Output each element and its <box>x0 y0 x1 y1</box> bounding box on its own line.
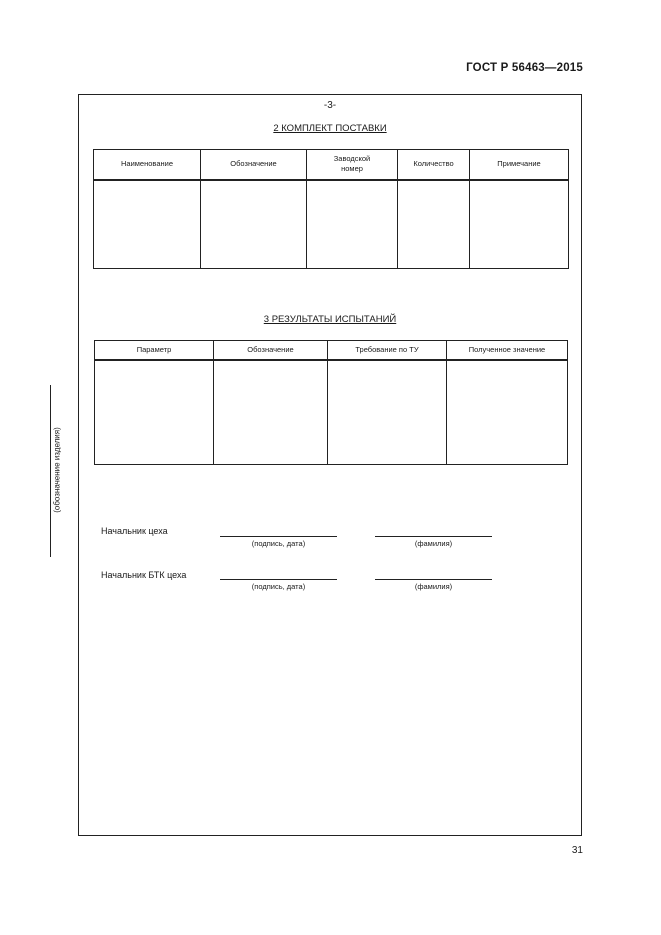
signature-line <box>220 536 337 537</box>
signature-caption: (подпись, дата) <box>251 582 306 591</box>
section-3-title <box>78 314 582 325</box>
table-cell <box>447 360 568 465</box>
table-cell <box>470 180 569 269</box>
section-2-title-text: 2 КОМПЛЕКТ ПОСТАВКИ <box>273 123 387 134</box>
column-header-designation: Обозначение <box>201 150 307 180</box>
table-cell <box>201 180 307 269</box>
column-header-serial-number <box>307 150 398 180</box>
table-cell <box>307 180 398 269</box>
side-caption-text: (обозначение изделия) <box>52 427 62 513</box>
table-cell <box>328 360 447 465</box>
table-cell <box>214 360 328 465</box>
surname-line <box>375 536 492 537</box>
standard-designation: ГОСТ Р 56463—2015 <box>466 62 583 74</box>
signature-caption: (подпись, дата) <box>251 539 306 548</box>
surname-caption: (фамилия) <box>414 582 453 591</box>
side-divider <box>50 385 51 557</box>
column-header-obtained-value: Полученное значение <box>447 341 568 360</box>
table-cell <box>398 180 470 269</box>
table-cell <box>94 180 201 269</box>
signature-role-1: Начальник цеха <box>101 526 168 536</box>
surname-line <box>375 579 492 580</box>
column-header-requirement: Требование по ТУ <box>328 341 447 360</box>
test-results-table <box>94 340 568 465</box>
sheet-number: -3- <box>323 100 337 111</box>
column-header-designation: Обозначение <box>214 341 328 360</box>
column-header-quantity: Количество <box>398 150 470 180</box>
section-2-title <box>78 123 582 134</box>
column-header-note: Примечание <box>470 150 569 180</box>
column-header-parameter: Параметр <box>95 341 214 360</box>
column-header-name: Наименование <box>94 150 201 180</box>
signature-role-2: Начальник БТК цеха <box>101 570 187 580</box>
section-3-title-text: 3 РЕЗУЛЬТАТЫ ИСПЫТАНИЙ <box>263 314 397 325</box>
page-number: 31 <box>571 845 583 856</box>
table-cell <box>95 360 214 465</box>
delivery-set-table <box>93 149 569 269</box>
column-header-serial-number-text: Заводской номер <box>333 154 371 174</box>
surname-caption: (фамилия) <box>414 539 453 548</box>
signature-line <box>220 579 337 580</box>
